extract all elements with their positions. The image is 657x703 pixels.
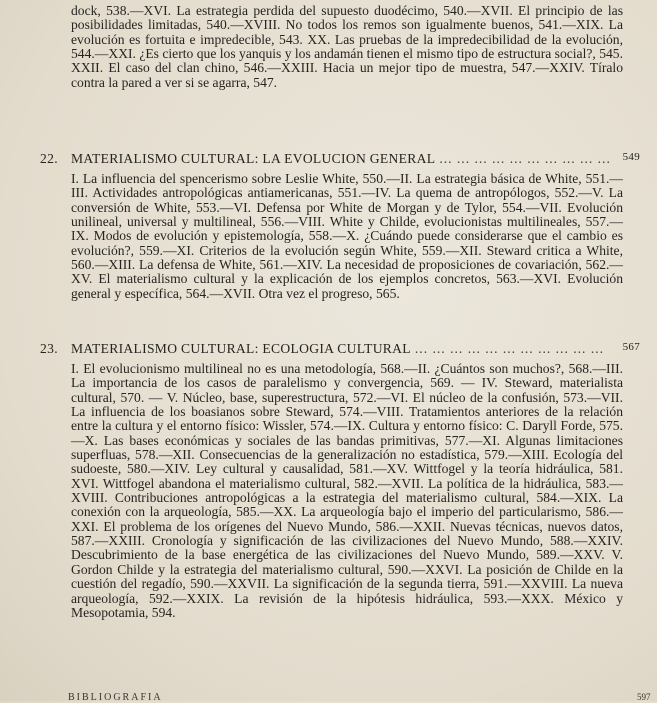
chapter-23-page: 567 <box>622 341 640 353</box>
chapter-23-leader: ... ... ... ... ... ... ... ... ... ... ... <box>414 341 605 356</box>
continuation-text: dock, 538.—XVI. La estrategia perdida del supuesto duodécimo, 540.—XVII. El principio de las posibilidades limitadas, 540.—XVIII. No todos los remos son igualmente buenos, 541.—XIX. La evolución es fortuita e impredecible, 543. XX. Las pruebas de la impredecibilidad de la evolución, 544.—XXI. ¿Es cierto que los yanquis y los andamán tienen el mismo tipo de estructura social?, 545. XXII. El caso del clan chino, 546.—XXIII. Hacia un mejor tipo de muestra, 547.—XXIV. Tíralo contra la pared a ver si se agarra, 547. <box>71 3 623 90</box>
bibliography-heading: BIBLIOGRAFIA <box>68 692 163 703</box>
chapter-23-summary-text: I. El evolucionismo multilineal no es una metodología, 568.—II. ¿Cuántos son muchos?, 568.—III. La importancia de los casos de paralelismo y convergencia, 569. — IV. Steward, materialista cultural, 570. — V. Núcleo, base, superestructura, 572.—VI. El núcleo de la confusión, 573.—VII. La influencia de los boasianos sobre Steward, 574.—VIII. Tratamientos anteriores de la relación entre la cultura y el entorno físico: Wissler, 574.—IX. Cultura y entorno físico: C. Daryll Forde, 575.—X. Las bases económicas y sociales de las bandas primitivas, 577.—XI. Algunas limitaciones superfluas, 578.—XII. Consecuencias de la generalización no estadística, 579.—XIII. Ecología del sudoeste, 580.—XIV. Ley cultural y causalidad, 581.—XV. Wittfogel y la teoría hidráulica, 581. XVI. Wittfogel abandona el materialismo cultural, 582.—XVII. La política de la hidráulica, 583.—XVIII. Contribuciones antropológicas a la estrategia del materialismo cultural, 584.—XIX. La conexión con la arqueología, 585.—XX. La arqueología bajo el imperio del particularismo, 586.—XXI. El problema de los orígenes del Nuevo Mundo, 586.—XXII. Nuevas técnicas, nuevos datos, 587.—XXIII. Cronología y significación de las civilizaciones del Nuevo Mundo, 588.—XXIV. Descubrimiento de la base energética de las civilizaciones del Nuevo Mundo, 589.—XXV. V. Gordon Childe y la estrategia del materialismo cultural, 590.—XXVI. La posición de Childe en la cuestión del regadío, 590.—XXVII. La significación de la segunda tierra, 591.—XXVIII. La nueva arqueología, 592.—XXIX. La revisión de la hipótesis hidráulica, 593.—XXX. México y Mesopotamia, 594. <box>71 361 623 620</box>
chapter-22-summary <box>71 172 623 301</box>
chapter-23-title: MATERIALISMO CULTURAL: ECOLOGIA CULTURAL <box>71 341 411 356</box>
chapter-23-number: 23. <box>40 341 58 356</box>
chapter-22-title: MATERIALISMO CULTURAL: LA EVOLUCION GENERAL <box>71 151 436 166</box>
chapter-22-number: 22. <box>40 151 58 166</box>
chapter-22-leader: ... ... ... ... ... ... ... ... ... ... <box>439 151 611 166</box>
bibliography-page: 597 <box>637 692 651 702</box>
chapter-22-heading <box>40 151 640 167</box>
chapter-23-summary <box>71 362 623 620</box>
chapter-22-summary-text: I. La influencia del spencerismo sobre Leslie White, 550.—II. La estrategia básica de White, 551.—III. Actividades antropológicas antiamericanas, 551.—IV. La quema de antropólogos, 552.—V. La conversión de White, 553.—VI. Defensa por White de Morgan y de Tylor, 554.—VII. Evolución unilineal, universal y multilineal, 556.—VIII. White y Childe, evolucionistas multilineales, 557.—IX. Modos de evolución y epistemología, 558.—X. ¿Cuándo puede considerarse que el cambio es evolución?, 559.—XI. Criterios de la evolución según White, 559.—XII. Steward critica a White, 560.—XIII. La defensa de White, 561.—XIV. La necesidad de proposiciones de covariación, 562.—XV. El materialismo cultural y la explicación de los ejemplos concretos, 563.—XVI. Evolución general y específica, 564.—XVII. Otra vez el progreso, 565. <box>71 171 623 301</box>
chapter-23-heading <box>40 341 640 357</box>
chapter-22-page: 549 <box>622 151 640 163</box>
chapter-21-continuation <box>71 4 623 90</box>
